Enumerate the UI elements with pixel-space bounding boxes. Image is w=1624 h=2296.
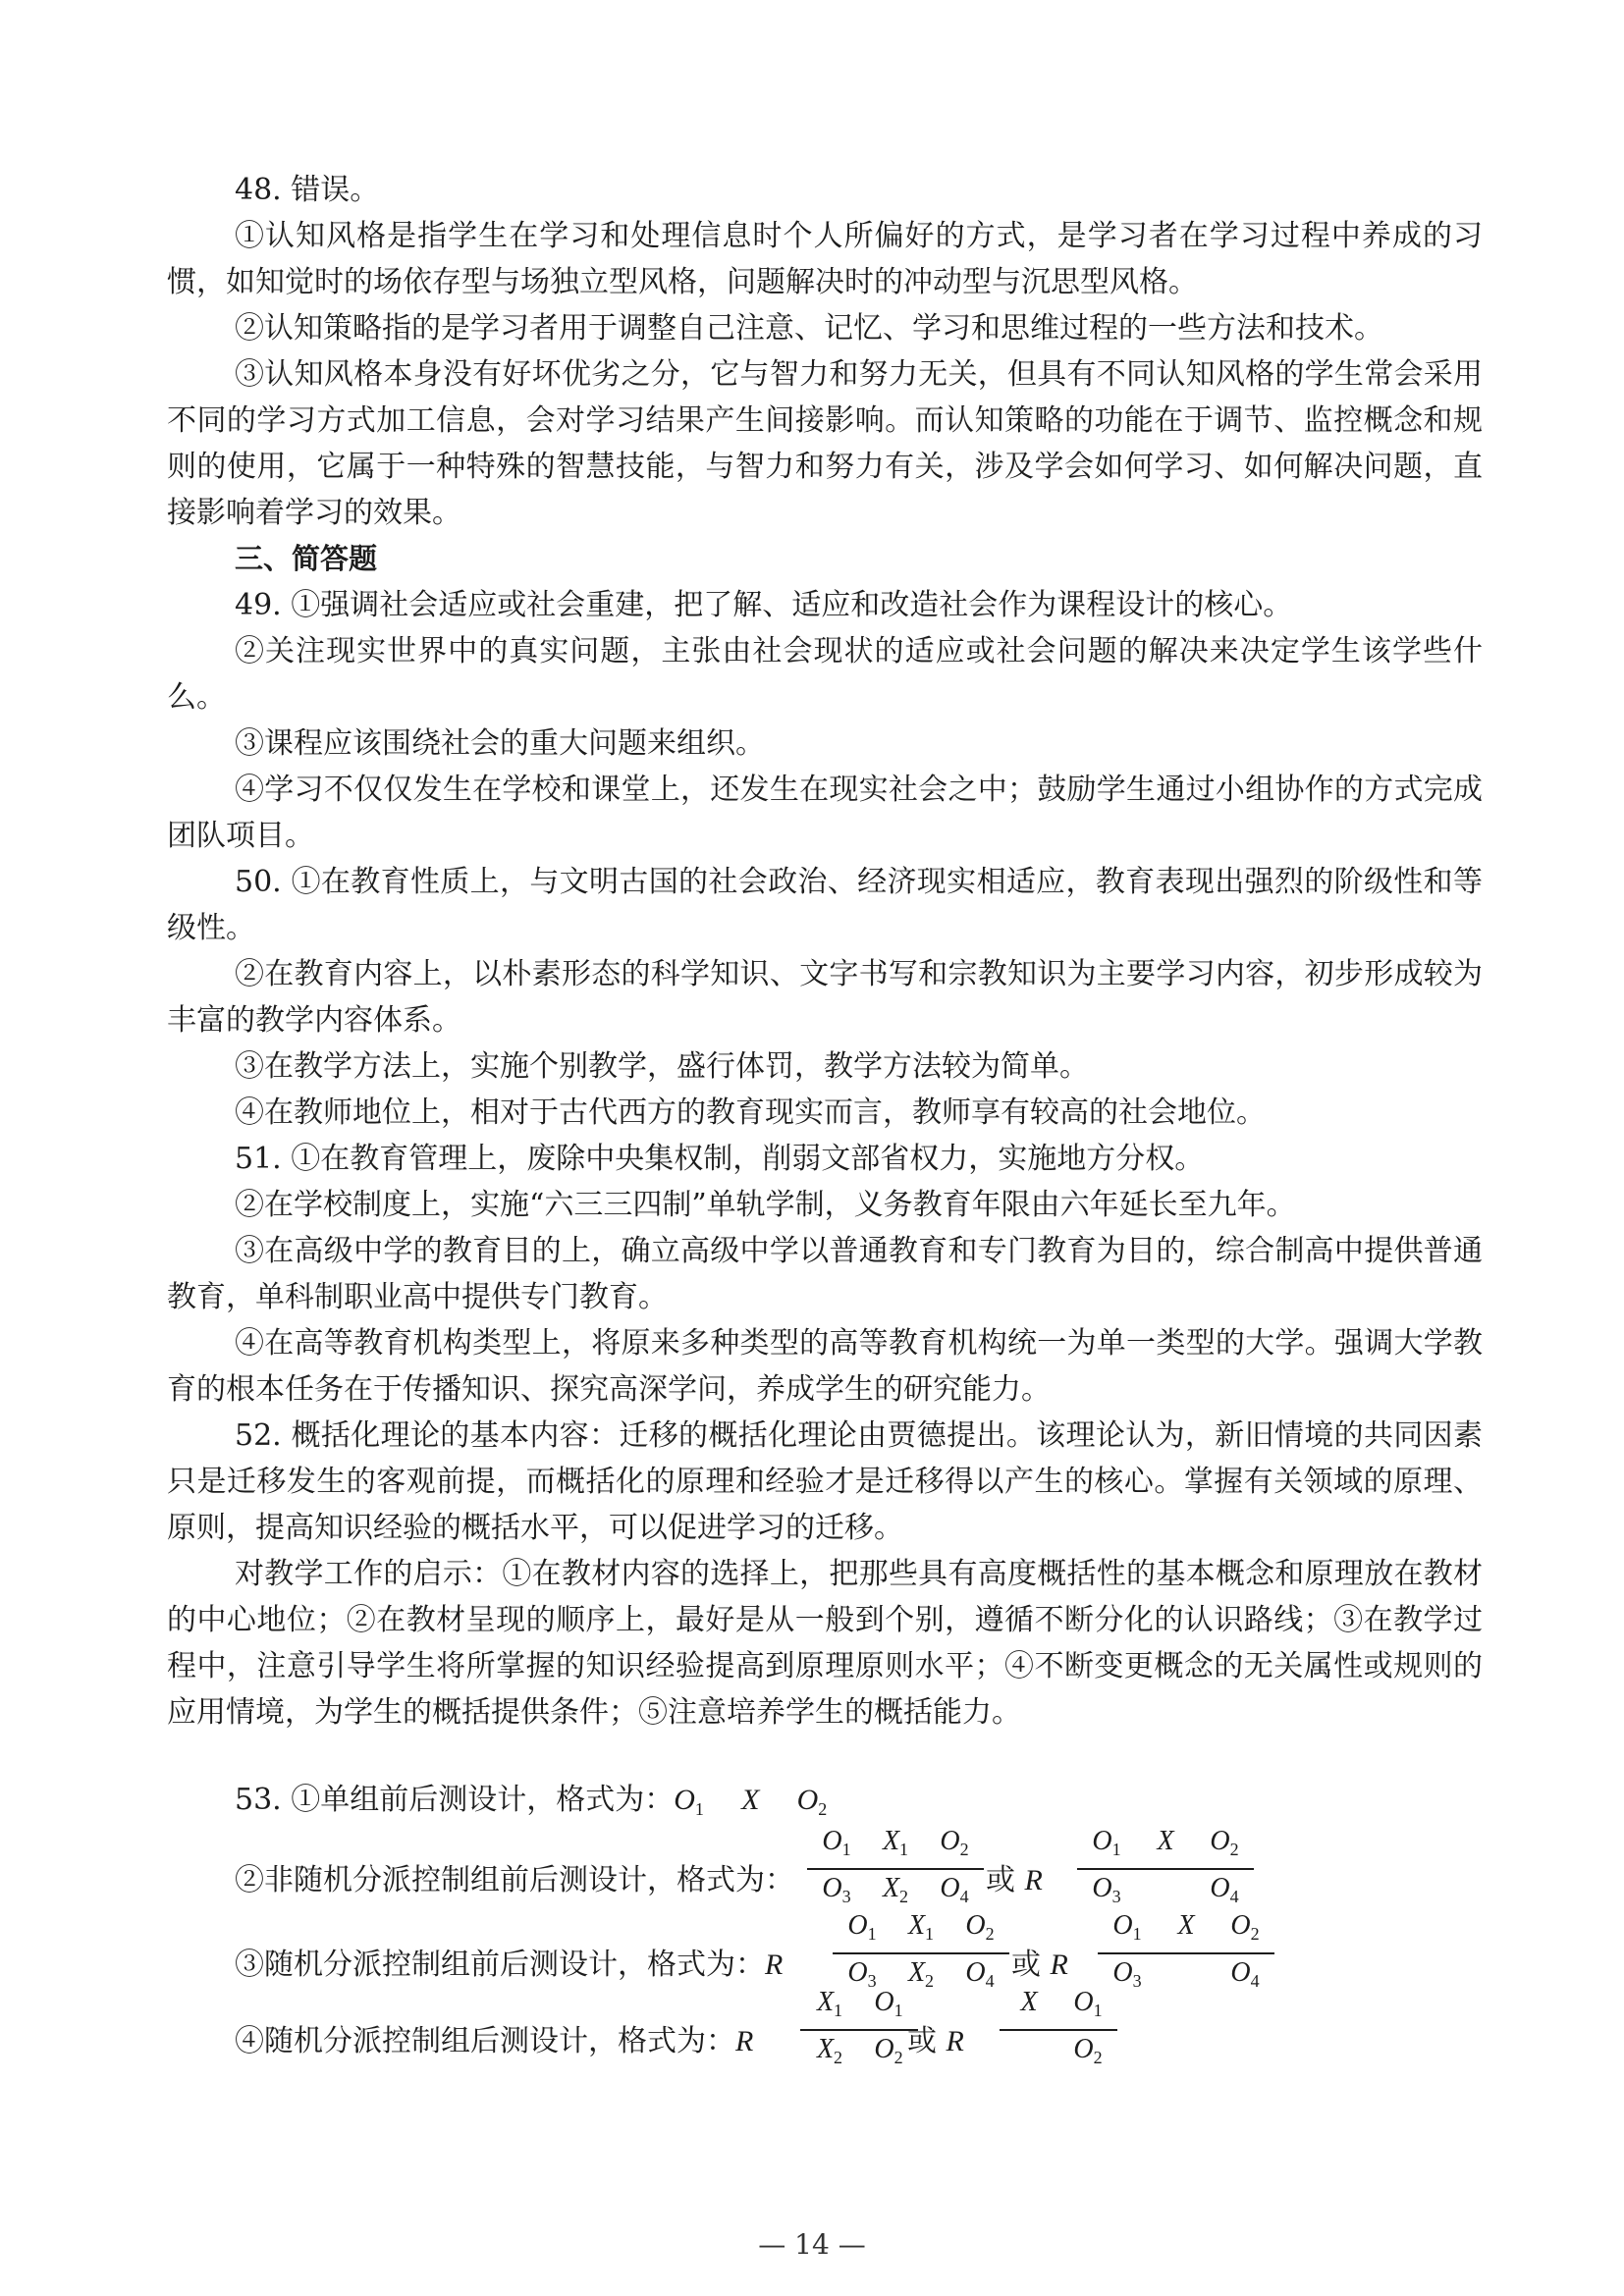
paragraph: 对教学工作的启示：①在教材内容的选择上，把那些具有高度概括性的基本概念和原理放在教材的中心地位；②在教材呈现的顺序上，最好是从一般到个别，遵循不断分化的认识路线；③在教学过程中，注意引导学生将所掌握的知识经验提高到原理原则水平；④不断变更概念的无关属性或规则的应用情境，为学生的概括提供条件；⑤注意培养学生的概括能力。 [167,1557,1483,1730]
fraction-bar [800,2029,918,2031]
paragraph: ②在学校制度上，实施“六三三四制”单轨学制，义务教育年限由六年延长至九年。 [235,1188,1296,1222]
formula-symbol: $X_2$ [907,1957,935,1991]
formula-symbol: $O_1$ [1092,1826,1121,1859]
page-number: — 14 — [758,2228,866,2261]
formula-symbol: $O_3$ [1112,1957,1142,1991]
formula-symbol: $O_2$ [796,1784,828,1819]
formula-symbol: $O_1$ [1112,1910,1142,1944]
fraction-bar [1098,1952,1274,1954]
formula-symbol: $O_2$ [1210,1826,1239,1859]
fraction-bar [833,1952,1009,1954]
formula-symbol: X [1020,1987,1038,2017]
formula-line-4 [235,2016,753,2059]
formula-symbol: $X_1$ [816,1987,843,2020]
paragraph: ④在教师地位上，相对于古代西方的教育现实而言，教师享有较高的社会地位。 [235,1095,1266,1130]
formula-symbol: $X_1$ [882,1826,909,1859]
formula-symbol: $O_2$ [965,1910,995,1944]
formula-symbol: X [1157,1826,1174,1856]
section-heading: 三、简答题 [235,542,378,575]
fraction-bar [1000,2029,1117,2031]
paragraph-48: 48. 错误。 [235,173,380,207]
formula-or: 或 R [986,1863,1043,1897]
paragraph: ③在教学方法上，实施个别教学，盛行体罚，教学方法较为简单。 [235,1049,1089,1084]
paragraph: ②关注现实世界中的真实问题，主张由社会现状的适应或社会问题的解决来决定学生该学些什么。 [167,634,1483,715]
formula-line-3 [235,1940,783,1983]
paragraph: ④学习不仅仅发生在学校和课堂上，还发生在现实社会之中；鼓励学生通过小组协作的方式完成团队项目。 [167,773,1483,853]
formula-symbol: $O_4$ [1230,1957,1260,1991]
formula-symbol: $O_1$ [822,1826,851,1859]
formula-symbol: $O_2$ [1230,1910,1260,1944]
formula-or: 或 R [1011,1948,1068,1982]
formula-symbol: $O_3$ [1092,1873,1121,1906]
paragraph-50: 50. ①在教育性质上，与文明古国的社会政治、经济现实相适应，教育表现出强烈的阶级性和等级性。 [167,865,1483,945]
formula-label: ③随机分派控制组前后测设计，格式为： [235,1948,765,1982]
formula-matrix [1077,1826,1254,1924]
formula-symbol: $O_4$ [940,1873,969,1906]
formula-symbol: R [735,2025,754,2057]
formula-symbol: $O_3$ [847,1957,877,1991]
formula-symbol: $X_2$ [882,1873,909,1906]
formula-matrix [1000,1987,1117,2085]
paragraph: ①认知风格是指学生在学习和处理信息时个人所偏好的方式，是学习者在学习过程中养成的习惯，如知觉时的场依存型与场独立型风格，问题解决时的冲动型与沉思型风格。 [167,219,1483,299]
formula-symbol: $X_1$ [907,1910,935,1944]
fraction-bar [807,1868,984,1870]
formula-symbol: $O_2$ [940,1826,969,1859]
formula-matrix [800,1987,918,2085]
paragraph: ③课程应该围绕社会的重大问题来组织。 [235,726,765,761]
paragraph-52: 52. 概括化理论的基本内容：迁移的概括化理论由贾德提出。该理论认为，新旧情境的共同因素只是迁移发生的客观前提，而概括化的原理和经验才是迁移得以产生的核心。掌握有关领域的原理、原则，提高知识经验的概括水平，可以促进学习的迁移。 [167,1418,1483,1545]
paragraph: ④在高等教育机构类型上，将原来多种类型的高等教育机构统一为单一类型的大学。强调大学教育的根本任务在于传播知识、探究高深学问，养成学生的研究能力。 [167,1326,1483,1407]
formula-symbol: $O_2$ [874,2034,903,2067]
paragraph-51: 51. ①在教育管理上，废除中央集权制，削弱文部省权力，实施地方分权。 [235,1142,1205,1176]
formula-symbol: $O_3$ [822,1873,851,1906]
formula-symbol: $O_4$ [1210,1873,1239,1906]
formula-symbol: R [765,1949,784,1981]
formula-label: 53. ①单组前后测设计，格式为： [235,1783,675,1817]
formula-symbol: X [741,1784,760,1816]
answer-text [167,167,1483,1735]
formula-symbol: $O_4$ [965,1957,995,1991]
formula-symbol: $O_1$ [674,1784,704,1819]
fraction-bar [1077,1868,1254,1870]
paragraph: ②认知策略指的是学习者用于调整自己注意、记忆、学习和思维过程的一些方法和技术。 [235,311,1383,346]
formula-label: ④随机分派控制组后测设计，格式为： [235,2024,735,2058]
formula-matrix [1098,1910,1274,2008]
formula-line-1 [235,1775,827,1820]
formula-symbol: $X_2$ [816,2034,843,2067]
paragraph: ②在教育内容上，以朴素形态的科学知识、文字书写和宗教知识为主要学习内容，初步形成较为丰富的教学内容体系。 [167,957,1483,1038]
formula-matrix [807,1826,984,1924]
formula-line-2 [235,1855,794,1898]
formula-symbol: $O_1$ [874,1987,903,2020]
paragraph: ③认知风格本身没有好坏优劣之分，它与智力和努力无关，但具有不同认知风格的学生常会采用不同的学习方式加工信息，会对学习结果产生间接影响。而认知策略的功能在于调节、监控概念和规则的使用，它属于一种特殊的智慧技能，与智力和努力有关，涉及学会如何学习、如何解决问题，直接影响着学习的效果。 [167,357,1483,530]
paragraph: ③在高级中学的教育目的上，确立高级中学以普通教育和专门教育为目的，综合制高中提供普通教育，单科制职业高中提供专门教育。 [167,1234,1483,1314]
formula-label: ②非随机分派控制组前后测设计，格式为： [235,1863,794,1897]
paragraph-49: 49. ①强调社会适应或社会重建，把了解、适应和改造社会作为课程设计的核心。 [235,588,1293,622]
formula-or: 或 R [907,2024,964,2058]
formula-symbol: $O_1$ [847,1910,877,1944]
formula-symbol: X [1177,1910,1195,1941]
formula-symbol: $O_1$ [1073,1987,1103,2020]
formula-symbol: $O_2$ [1073,2034,1103,2067]
